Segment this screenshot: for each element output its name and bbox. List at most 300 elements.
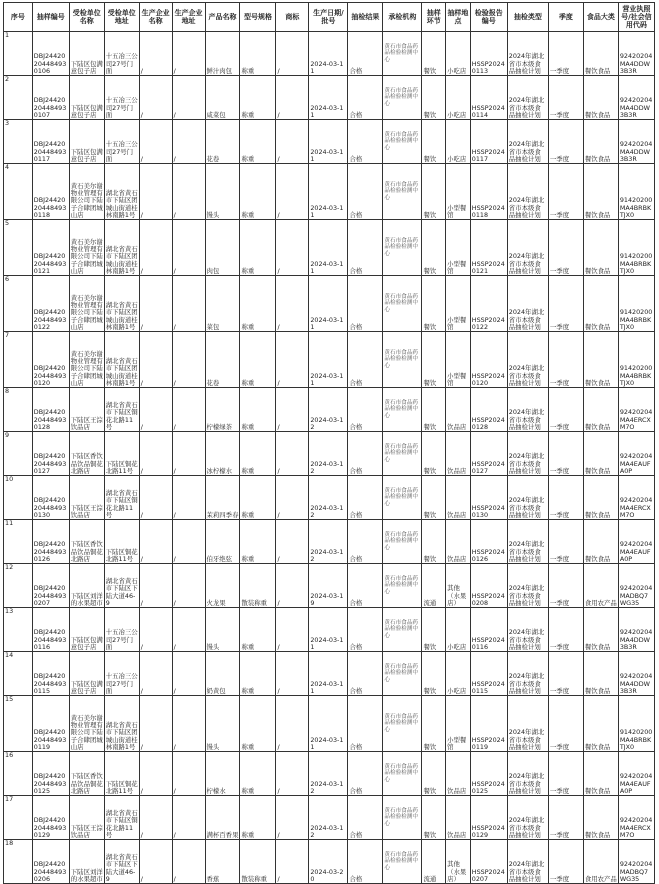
table-row bbox=[4, 220, 655, 276]
quarter: 一季度 bbox=[548, 752, 583, 796]
table-row bbox=[4, 164, 655, 220]
inspection-result: 合格 bbox=[348, 120, 383, 164]
business-license: 92420204MA4EAUFA0P bbox=[618, 432, 654, 476]
food-category: 餐饮食品 bbox=[583, 608, 618, 652]
product-name: 馒头 bbox=[205, 608, 240, 652]
column-header: 抽检类型 bbox=[507, 3, 548, 32]
inspected-address: 湖北省黄石市下陆区团城山街道桂林南路1号 bbox=[104, 220, 139, 276]
table-row bbox=[4, 608, 655, 652]
manufacturer-address: / bbox=[172, 164, 205, 220]
table-row bbox=[4, 476, 655, 520]
manufacturer: / bbox=[139, 652, 172, 696]
model-spec: 称重 bbox=[240, 332, 276, 388]
business-license: 92420204MA4DDW3B3R bbox=[618, 652, 654, 696]
model-spec: 称重 bbox=[240, 76, 276, 120]
inspection-type: 2024年湖北省市本级食品抽检计划 bbox=[507, 476, 548, 520]
table-row bbox=[4, 652, 655, 696]
inspected-unit: 下陆区香饮品饮品铜花北路店 bbox=[69, 752, 104, 796]
testing-institution: 黄石市食品药品检验检测中心 bbox=[383, 652, 422, 696]
manufacturer: / bbox=[139, 696, 172, 752]
manufacturer: / bbox=[139, 608, 172, 652]
inspected-address: 湖北省黄石市下陆区团城山街道桂林南路1号 bbox=[104, 696, 139, 752]
inspected-address: 下陆区铜花北路11号 bbox=[104, 752, 139, 796]
row-number: 3 bbox=[4, 120, 33, 164]
sample-code: DBJ24420204484930115 bbox=[32, 652, 69, 696]
inspection-result: 合格 bbox=[348, 752, 383, 796]
column-header: 抽检结果 bbox=[348, 3, 383, 32]
manufacturer: / bbox=[139, 76, 172, 120]
testing-institution: 黄石市食品药品检验检测中心 bbox=[383, 564, 422, 608]
table-row bbox=[4, 120, 655, 164]
sampling-stage: 餐饮 bbox=[422, 696, 446, 752]
production-date: 2024-03-11 bbox=[309, 76, 348, 120]
business-license: 91420200MA4BRBKTJX0 bbox=[618, 276, 654, 332]
testing-institution: 黄石市食品药品检验检测中心 bbox=[383, 220, 422, 276]
product-name: 鲜汁肉包 bbox=[205, 32, 240, 76]
manufacturer-address: / bbox=[172, 388, 205, 432]
column-header: 季度 bbox=[548, 3, 583, 32]
inspection-result: 合格 bbox=[348, 432, 383, 476]
report-number: HSSP20240120 bbox=[470, 332, 507, 388]
inspection-result: 合格 bbox=[348, 608, 383, 652]
business-license: 92420204MA4DDW3B3R bbox=[618, 32, 654, 76]
manufacturer: / bbox=[139, 476, 172, 520]
sampling-place: 小型餐馆 bbox=[446, 164, 471, 220]
sampling-stage: 流通 bbox=[422, 564, 446, 608]
inspection-type: 2024年湖北省市本级食品抽检计划 bbox=[507, 796, 548, 840]
business-license: 92420204MA4DDW3B3R bbox=[618, 120, 654, 164]
inspected-unit: 黄石美尔谢物业管理有限公司下陆子合肆团城山店 bbox=[69, 164, 104, 220]
sample-code: DBJ24420204484930106 bbox=[32, 32, 69, 76]
food-category: 餐饮食品 bbox=[583, 696, 618, 752]
business-license: 91420200MA4BRBKTJX0 bbox=[618, 220, 654, 276]
brand: / bbox=[276, 564, 309, 608]
report-number: HSSP20240208 bbox=[470, 564, 507, 608]
report-number: HSSP20240128 bbox=[470, 388, 507, 432]
report-number: HSSP20240127 bbox=[470, 432, 507, 476]
business-license: 92420204MADBQ7WG35 bbox=[618, 564, 654, 608]
sampling-stage: 餐饮 bbox=[422, 608, 446, 652]
model-spec: 称重 bbox=[240, 796, 276, 840]
product-name: 伯牙绝弦 bbox=[205, 520, 240, 564]
quarter: 一季度 bbox=[548, 332, 583, 388]
product-name: 香蕉 bbox=[205, 840, 240, 884]
column-header: 生产企业地址 bbox=[172, 3, 205, 32]
inspected-address: 十五冶三公司27号门面 bbox=[104, 608, 139, 652]
production-date: 2024-03-12 bbox=[309, 796, 348, 840]
sample-code: DBJ24420204484930116 bbox=[32, 608, 69, 652]
table-row bbox=[4, 564, 655, 608]
row-number: 9 bbox=[4, 432, 33, 476]
production-date: 2024-03-11 bbox=[309, 652, 348, 696]
inspected-address: 十五冶三公司27号门面 bbox=[104, 76, 139, 120]
inspection-result: 合格 bbox=[348, 332, 383, 388]
testing-institution: 黄石市食品药品检验检测中心 bbox=[383, 120, 422, 164]
product-name: 花卷 bbox=[205, 332, 240, 388]
inspected-unit: 下陆区包满意包子店 bbox=[69, 32, 104, 76]
inspection-type: 2024年湖北省市本级食品抽检计划 bbox=[507, 520, 548, 564]
row-number: 18 bbox=[4, 840, 33, 884]
business-license: 92420204MA4EAUFA0P bbox=[618, 520, 654, 564]
brand: / bbox=[276, 652, 309, 696]
column-header: 序号 bbox=[4, 3, 33, 32]
inspected-unit: 黄石美尔谢物业管理有限公司下陆子合肆团城山店 bbox=[69, 696, 104, 752]
food-category: 餐饮食品 bbox=[583, 652, 618, 696]
sample-code: DBJ24420204484930122 bbox=[32, 276, 69, 332]
inspection-results-table bbox=[3, 2, 655, 884]
inspected-unit: 下陆区刘洋的水果超市 bbox=[69, 564, 104, 608]
model-spec: 称重 bbox=[240, 608, 276, 652]
food-category: 餐饮食品 bbox=[583, 796, 618, 840]
quarter: 一季度 bbox=[548, 120, 583, 164]
row-number: 16 bbox=[4, 752, 33, 796]
product-name: 肉包 bbox=[205, 220, 240, 276]
inspected-address: 湖北省黄石市下陆区铜花北路11号 bbox=[104, 476, 139, 520]
sampling-place: 小型餐馆 bbox=[446, 696, 471, 752]
report-number: HSSP20240114 bbox=[470, 76, 507, 120]
sample-code: DBJ24420204484930118 bbox=[32, 164, 69, 220]
inspected-address: 下陆区铜花北路11号 bbox=[104, 520, 139, 564]
inspection-type: 2024年湖北省市本级食品抽检计划 bbox=[507, 840, 548, 884]
manufacturer-address: / bbox=[172, 220, 205, 276]
sample-code: DBJ24420204484930128 bbox=[32, 388, 69, 432]
sample-code: DBJ24420204484930207 bbox=[32, 564, 69, 608]
row-number: 1 bbox=[4, 32, 33, 76]
model-spec: 称重 bbox=[240, 520, 276, 564]
row-number: 11 bbox=[4, 520, 33, 564]
product-name: 茉莉四季春 bbox=[205, 476, 240, 520]
business-license: 92420204MADBQ7WG35 bbox=[618, 840, 654, 884]
report-number: HSSP20240125 bbox=[470, 752, 507, 796]
sampling-stage: 餐饮 bbox=[422, 276, 446, 332]
testing-institution: 黄石市食品药品检验检测中心 bbox=[383, 276, 422, 332]
sample-code: DBJ24420204484930127 bbox=[32, 432, 69, 476]
brand: / bbox=[276, 520, 309, 564]
business-license: 92420204MA4ERCXM7O bbox=[618, 388, 654, 432]
quarter: 一季度 bbox=[548, 840, 583, 884]
column-header: 抽样编号 bbox=[32, 3, 69, 32]
food-category: 餐饮食品 bbox=[583, 520, 618, 564]
brand: / bbox=[276, 220, 309, 276]
row-number: 17 bbox=[4, 796, 33, 840]
manufacturer: / bbox=[139, 32, 172, 76]
product-name: 奶黄包 bbox=[205, 652, 240, 696]
column-header: 受检单位地址 bbox=[104, 3, 139, 32]
food-category: 食用农产品 bbox=[583, 840, 618, 884]
inspection-result: 合格 bbox=[348, 276, 383, 332]
row-number: 6 bbox=[4, 276, 33, 332]
product-name: 满杯百香果 bbox=[205, 796, 240, 840]
food-category: 餐饮食品 bbox=[583, 164, 618, 220]
inspected-address: 湖北省黄石市下陆区铜花北路11号 bbox=[104, 388, 139, 432]
column-header: 生产企业名称 bbox=[139, 3, 172, 32]
table-row bbox=[4, 696, 655, 752]
manufacturer: / bbox=[139, 164, 172, 220]
production-date: 2024-03-11 bbox=[309, 120, 348, 164]
inspection-result: 合格 bbox=[348, 388, 383, 432]
inspection-type: 2024年湖北省市本级食品抽检计划 bbox=[507, 608, 548, 652]
model-spec: 称重 bbox=[240, 276, 276, 332]
inspected-unit: 下陆区包满意包子店 bbox=[69, 120, 104, 164]
sampling-stage: 餐饮 bbox=[422, 220, 446, 276]
manufacturer-address: / bbox=[172, 796, 205, 840]
testing-institution: 黄石市食品药品检验检测中心 bbox=[383, 32, 422, 76]
product-name: 馒头 bbox=[205, 164, 240, 220]
brand: / bbox=[276, 388, 309, 432]
inspection-table-sheet bbox=[3, 2, 655, 884]
report-number: HSSP20240119 bbox=[470, 696, 507, 752]
model-spec: 称重 bbox=[240, 120, 276, 164]
inspected-address: 湖北省黄石市下陆区下陆大道46-9 bbox=[104, 840, 139, 884]
report-number: HSSP20240115 bbox=[470, 652, 507, 696]
quarter: 一季度 bbox=[548, 476, 583, 520]
food-category: 餐饮食品 bbox=[583, 276, 618, 332]
table-row bbox=[4, 520, 655, 564]
column-header: 抽样环节 bbox=[422, 3, 446, 32]
production-date: 2024-03-12 bbox=[309, 388, 348, 432]
inspection-type: 2024年湖北省市本级食品抽检计划 bbox=[507, 164, 548, 220]
sample-code: DBJ24420204484930129 bbox=[32, 796, 69, 840]
sampling-place: 饮品店 bbox=[446, 432, 471, 476]
testing-institution: 黄石市食品药品检验检测中心 bbox=[383, 432, 422, 476]
inspected-address: 湖北省黄石市下陆区下陆大道46-9 bbox=[104, 564, 139, 608]
inspected-unit: 下陆区刘洋的水果超市 bbox=[69, 840, 104, 884]
quarter: 一季度 bbox=[548, 76, 583, 120]
brand: / bbox=[276, 164, 309, 220]
manufacturer-address: / bbox=[172, 652, 205, 696]
column-header: 生产日期/批号 bbox=[309, 3, 348, 32]
testing-institution: 黄石市食品药品检验检测中心 bbox=[383, 796, 422, 840]
report-number: HSSP20240113 bbox=[470, 32, 507, 76]
inspection-type: 2024年湖北省市本级食品抽检计划 bbox=[507, 276, 548, 332]
inspected-address: 下陆区铜花北路11号 bbox=[104, 432, 139, 476]
inspection-type: 2024年湖北省市本级食品抽检计划 bbox=[507, 752, 548, 796]
sampling-place: 小吃店 bbox=[446, 652, 471, 696]
production-date: 2024-03-11 bbox=[309, 276, 348, 332]
model-spec: 散装称重 bbox=[240, 840, 276, 884]
product-name: 咸菜包 bbox=[205, 76, 240, 120]
table-row bbox=[4, 388, 655, 432]
production-date: 2024-03-12 bbox=[309, 476, 348, 520]
production-date: 2024-03-11 bbox=[309, 164, 348, 220]
inspected-unit: 下陆区王淙饮品店 bbox=[69, 388, 104, 432]
inspected-unit: 下陆区王淙饮品店 bbox=[69, 796, 104, 840]
brand: / bbox=[276, 432, 309, 476]
row-number: 15 bbox=[4, 696, 33, 752]
table-row bbox=[4, 76, 655, 120]
inspection-type: 2024年湖北省市本级食品抽检计划 bbox=[507, 432, 548, 476]
sample-code: DBJ24420204484930120 bbox=[32, 332, 69, 388]
row-number: 7 bbox=[4, 332, 33, 388]
sampling-place: 饮品店 bbox=[446, 752, 471, 796]
manufacturer-address: / bbox=[172, 332, 205, 388]
manufacturer: / bbox=[139, 520, 172, 564]
table-row bbox=[4, 432, 655, 476]
model-spec: 称重 bbox=[240, 432, 276, 476]
sampling-place: 小型餐馆 bbox=[446, 220, 471, 276]
inspected-address: 十五冶三公司27号门面 bbox=[104, 32, 139, 76]
report-number: HSSP20240116 bbox=[470, 608, 507, 652]
header-row bbox=[4, 3, 655, 32]
manufacturer-address: / bbox=[172, 564, 205, 608]
inspected-unit: 下陆区包满意包子店 bbox=[69, 608, 104, 652]
inspected-unit: 下陆区香饮品饮品铜花北路店 bbox=[69, 520, 104, 564]
sample-code: DBJ24420204484930126 bbox=[32, 520, 69, 564]
inspected-address: 湖北省黄石市下陆区铜花北路11号 bbox=[104, 796, 139, 840]
inspection-result: 合格 bbox=[348, 840, 383, 884]
quarter: 一季度 bbox=[548, 432, 583, 476]
food-category: 餐饮食品 bbox=[583, 476, 618, 520]
model-spec: 散装称重 bbox=[240, 564, 276, 608]
model-spec: 称重 bbox=[240, 752, 276, 796]
business-license: 92420204MA4DDW3B3R bbox=[618, 76, 654, 120]
food-category: 餐饮食品 bbox=[583, 432, 618, 476]
food-category: 餐饮食品 bbox=[583, 388, 618, 432]
food-category: 餐饮食品 bbox=[583, 220, 618, 276]
sample-code: DBJ24420204484930107 bbox=[32, 76, 69, 120]
product-name: 冰柠檬水 bbox=[205, 432, 240, 476]
table-row bbox=[4, 752, 655, 796]
sample-code: DBJ24420204484930119 bbox=[32, 696, 69, 752]
sampling-stage: 餐饮 bbox=[422, 752, 446, 796]
inspection-result: 合格 bbox=[348, 796, 383, 840]
table-row bbox=[4, 840, 655, 884]
food-category: 餐饮食品 bbox=[583, 332, 618, 388]
quarter: 一季度 bbox=[548, 696, 583, 752]
model-spec: 称重 bbox=[240, 32, 276, 76]
inspected-unit: 下陆区香饮品饮品铜花北路店 bbox=[69, 432, 104, 476]
brand: / bbox=[276, 32, 309, 76]
quarter: 一季度 bbox=[548, 608, 583, 652]
sampling-stage: 餐饮 bbox=[422, 520, 446, 564]
quarter: 一季度 bbox=[548, 164, 583, 220]
quarter: 一季度 bbox=[548, 796, 583, 840]
model-spec: 称重 bbox=[240, 220, 276, 276]
production-date: 2024-03-19 bbox=[309, 564, 348, 608]
inspection-type: 2024年湖北省市本级食品抽检计划 bbox=[507, 388, 548, 432]
brand: / bbox=[276, 332, 309, 388]
sampling-place: 饮品店 bbox=[446, 520, 471, 564]
column-header: 承检机构 bbox=[383, 3, 422, 32]
sampling-stage: 餐饮 bbox=[422, 120, 446, 164]
manufacturer: / bbox=[139, 388, 172, 432]
inspection-result: 合格 bbox=[348, 652, 383, 696]
sampling-stage: 餐饮 bbox=[422, 476, 446, 520]
product-name: 菜包 bbox=[205, 276, 240, 332]
table-row bbox=[4, 332, 655, 388]
sampling-stage: 餐饮 bbox=[422, 76, 446, 120]
sampling-stage: 流通 bbox=[422, 840, 446, 884]
business-license: 91420200MA4BRBKTJX0 bbox=[618, 696, 654, 752]
testing-institution: 黄石市食品药品检验检测中心 bbox=[383, 520, 422, 564]
sampling-place: 小吃店 bbox=[446, 76, 471, 120]
sampling-stage: 餐饮 bbox=[422, 388, 446, 432]
report-number: HSSP20240126 bbox=[470, 520, 507, 564]
inspected-unit: 下陆区王淙饮品店 bbox=[69, 476, 104, 520]
production-date: 2024-03-12 bbox=[309, 520, 348, 564]
column-header: 产品名称 bbox=[205, 3, 240, 32]
inspection-result: 合格 bbox=[348, 696, 383, 752]
brand: / bbox=[276, 476, 309, 520]
brand: / bbox=[276, 276, 309, 332]
report-number: HSSP20240122 bbox=[470, 276, 507, 332]
manufacturer-address: / bbox=[172, 76, 205, 120]
production-date: 2024-03-20 bbox=[309, 840, 348, 884]
product-name: 柠檬水 bbox=[205, 752, 240, 796]
column-header: 商标 bbox=[276, 3, 309, 32]
report-number: HSSP20240121 bbox=[470, 220, 507, 276]
quarter: 一季度 bbox=[548, 220, 583, 276]
brand: / bbox=[276, 796, 309, 840]
inspection-type: 2024年湖北省市本级食品抽检计划 bbox=[507, 76, 548, 120]
manufacturer-address: / bbox=[172, 520, 205, 564]
food-category: 餐饮食品 bbox=[583, 752, 618, 796]
quarter: 一季度 bbox=[548, 652, 583, 696]
testing-institution: 黄石市食品药品检验检测中心 bbox=[383, 476, 422, 520]
brand: / bbox=[276, 120, 309, 164]
inspected-address: 湖北省黄石市下陆区团城山街道桂林南路1号 bbox=[104, 276, 139, 332]
production-date: 2024-03-11 bbox=[309, 32, 348, 76]
manufacturer: / bbox=[139, 752, 172, 796]
inspection-type: 2024年湖北省市本级食品抽检计划 bbox=[507, 120, 548, 164]
sample-code: DBJ24420204484930206 bbox=[32, 840, 69, 884]
row-number: 10 bbox=[4, 476, 33, 520]
row-number: 5 bbox=[4, 220, 33, 276]
sample-code: DBJ24420204484930130 bbox=[32, 476, 69, 520]
quarter: 一季度 bbox=[548, 564, 583, 608]
product-name: 柠檬绿茶 bbox=[205, 388, 240, 432]
report-number: HSSP20240130 bbox=[470, 476, 507, 520]
inspection-result: 合格 bbox=[348, 220, 383, 276]
sampling-place: 其他（水果店） bbox=[446, 564, 471, 608]
inspection-result: 合格 bbox=[348, 164, 383, 220]
sampling-stage: 餐饮 bbox=[422, 432, 446, 476]
manufacturer-address: / bbox=[172, 608, 205, 652]
brand: / bbox=[276, 696, 309, 752]
inspection-result: 合格 bbox=[348, 520, 383, 564]
report-number: HSSP20240129 bbox=[470, 796, 507, 840]
inspection-result: 合格 bbox=[348, 76, 383, 120]
sample-code: DBJ24420204484930125 bbox=[32, 752, 69, 796]
table-row bbox=[4, 276, 655, 332]
sampling-place: 小型餐馆 bbox=[446, 276, 471, 332]
brand: / bbox=[276, 752, 309, 796]
manufacturer: / bbox=[139, 220, 172, 276]
quarter: 一季度 bbox=[548, 388, 583, 432]
production-date: 2024-03-11 bbox=[309, 696, 348, 752]
sample-code: DBJ24420204484930121 bbox=[32, 220, 69, 276]
sampling-place: 小吃店 bbox=[446, 32, 471, 76]
sampling-stage: 餐饮 bbox=[422, 796, 446, 840]
inspected-address: 湖北省黄石市下陆区团城山街道桂林南路1号 bbox=[104, 164, 139, 220]
inspected-unit: 下陆区包满意包子店 bbox=[69, 652, 104, 696]
manufacturer: / bbox=[139, 120, 172, 164]
model-spec: 称重 bbox=[240, 476, 276, 520]
model-spec: 称重 bbox=[240, 696, 276, 752]
production-date: 2024-03-11 bbox=[309, 608, 348, 652]
model-spec: 称重 bbox=[240, 652, 276, 696]
row-number: 12 bbox=[4, 564, 33, 608]
model-spec: 称重 bbox=[240, 388, 276, 432]
manufacturer-address: / bbox=[172, 432, 205, 476]
inspection-type: 2024年湖北省市本级食品抽检计划 bbox=[507, 696, 548, 752]
testing-institution: 黄石市食品药品检验检测中心 bbox=[383, 388, 422, 432]
manufacturer-address: / bbox=[172, 696, 205, 752]
column-header: 抽样地点 bbox=[446, 3, 471, 32]
sampling-place: 小型餐馆 bbox=[446, 332, 471, 388]
manufacturer-address: / bbox=[172, 840, 205, 884]
inspection-type: 2024年湖北省市本级食品抽检计划 bbox=[507, 652, 548, 696]
